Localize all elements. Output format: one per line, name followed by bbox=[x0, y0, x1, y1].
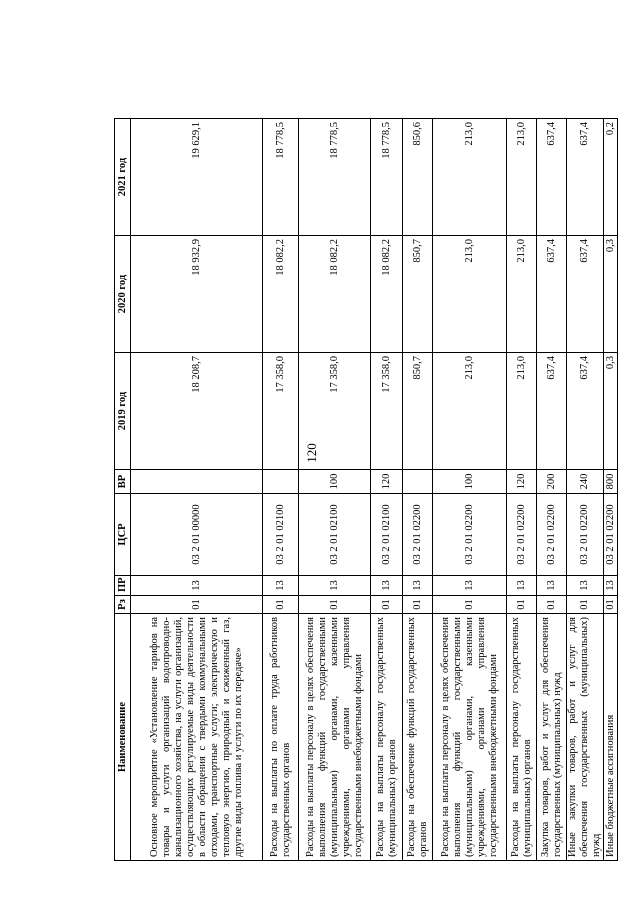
header-csr: ЦСР bbox=[115, 494, 131, 576]
row-pr: 13 bbox=[299, 576, 371, 596]
row-csr: 03 2 01 02200 bbox=[507, 494, 537, 576]
row-vr: 100 bbox=[433, 470, 507, 494]
table-row bbox=[567, 119, 604, 861]
row-2021: 637,4 bbox=[537, 119, 567, 236]
row-pr: 13 bbox=[263, 576, 299, 596]
header-2019: 2019 год bbox=[115, 353, 131, 470]
header-2021: 2021 год bbox=[115, 119, 131, 236]
row-2021: 19 629,1 bbox=[131, 119, 263, 236]
budget-table bbox=[114, 118, 618, 861]
row-2019: 637,4 bbox=[567, 353, 604, 470]
row-rz: 01 bbox=[263, 596, 299, 614]
row-vr bbox=[263, 470, 299, 494]
row-csr: 03 2 01 02200 bbox=[604, 494, 618, 576]
table-row bbox=[604, 119, 618, 861]
table-row bbox=[131, 119, 263, 861]
row-2020: 0,3 bbox=[604, 236, 618, 353]
row-pr: 13 bbox=[507, 576, 537, 596]
row-pr: 13 bbox=[131, 576, 263, 596]
row-2019: 17 358,0 bbox=[263, 353, 299, 470]
row-csr: 03 2 01 02200 bbox=[403, 494, 433, 576]
row-2019: 213,0 bbox=[433, 353, 507, 470]
row-pr: 13 bbox=[604, 576, 618, 596]
row-2021: 213,0 bbox=[507, 119, 537, 236]
header-name: Наименование bbox=[115, 614, 131, 861]
row-vr bbox=[131, 470, 263, 494]
row-2019: 17 358,0 bbox=[371, 353, 403, 470]
row-csr: 03 2 01 02100 bbox=[299, 494, 371, 576]
row-vr: 120 bbox=[507, 470, 537, 494]
row-2020: 213,0 bbox=[507, 236, 537, 353]
table-header-row bbox=[115, 119, 131, 861]
header-pr: ПР bbox=[115, 576, 131, 596]
row-pr: 13 bbox=[537, 576, 567, 596]
row-2020: 637,4 bbox=[537, 236, 567, 353]
row-csr: 03 2 01 02200 bbox=[537, 494, 567, 576]
row-2021: 0,2 bbox=[604, 119, 618, 236]
row-rz: 01 bbox=[507, 596, 537, 614]
row-rz: 01 bbox=[604, 596, 618, 614]
header-rz: Рз bbox=[115, 596, 131, 614]
row-2020: 18 932,9 bbox=[131, 236, 263, 353]
row-2019: 0,3 bbox=[604, 353, 618, 470]
row-2021: 850,6 bbox=[403, 119, 433, 236]
table-row bbox=[299, 119, 371, 861]
row-2019: 850,7 bbox=[403, 353, 433, 470]
row-vr: 800 bbox=[604, 470, 618, 494]
row-name: Расходы на обеспечение функций государственных органов bbox=[403, 614, 433, 861]
row-2021: 18 778,5 bbox=[263, 119, 299, 236]
header-2020: 2020 год bbox=[115, 236, 131, 353]
row-csr: 03 2 01 00000 bbox=[131, 494, 263, 576]
table-row bbox=[507, 119, 537, 861]
table-row bbox=[403, 119, 433, 861]
page-number: 120 bbox=[304, 443, 319, 463]
row-2019: 637,4 bbox=[537, 353, 567, 470]
header-vr: ВР bbox=[115, 470, 131, 494]
row-2021: 18 778,5 bbox=[371, 119, 403, 236]
row-2020: 850,7 bbox=[403, 236, 433, 353]
row-name: Иные бюджетные ассигнования bbox=[604, 614, 618, 861]
row-name: Закупка товаров, работ и услуг для обеспечения государственных (муниципальных) нужд bbox=[537, 614, 567, 861]
row-csr: 03 2 01 02100 bbox=[263, 494, 299, 576]
row-pr: 13 bbox=[433, 576, 507, 596]
row-2020: 637,4 bbox=[567, 236, 604, 353]
row-rz: 01 bbox=[567, 596, 604, 614]
row-2019: 213,0 bbox=[507, 353, 537, 470]
row-rz: 01 bbox=[131, 596, 263, 614]
row-name: Расходы на выплаты персоналу в целях обеспечения выполнения функций государственными (муниципальными) органами, казенными учреждениями, органами управления государственными внебюджетными фондами bbox=[433, 614, 507, 861]
row-vr: 120 bbox=[371, 470, 403, 494]
table-row bbox=[263, 119, 299, 861]
row-2021: 637,4 bbox=[567, 119, 604, 236]
row-pr: 13 bbox=[567, 576, 604, 596]
row-name: Расходы на выплаты по оплате труда работников государственных органов bbox=[263, 614, 299, 861]
row-2020: 18 082,2 bbox=[371, 236, 403, 353]
row-vr bbox=[403, 470, 433, 494]
row-name: Расходы на выплаты персоналу в целях обеспечения выполнения функций государственными (муниципальными) органами, казенными учреждениями, органами управления государственными внебюджетными фондами bbox=[299, 614, 371, 861]
row-name: Расходы на выплаты персоналу государственных (муниципальных) органов bbox=[371, 614, 403, 861]
row-name: Расходы на выплаты персоналу государственных (муниципальных) органов bbox=[507, 614, 537, 861]
rotated-table-container bbox=[114, 119, 616, 861]
row-vr: 100 bbox=[299, 470, 371, 494]
row-name: Иные закупки товаров, работ и услуг для обеспечения государственных (муниципальных) нужд bbox=[567, 614, 604, 861]
row-pr: 13 bbox=[371, 576, 403, 596]
row-pr: 13 bbox=[403, 576, 433, 596]
row-csr: 03 2 01 02200 bbox=[433, 494, 507, 576]
table-row bbox=[371, 119, 403, 861]
row-2020: 18 082,2 bbox=[263, 236, 299, 353]
row-csr: 03 2 01 02200 bbox=[567, 494, 604, 576]
row-name: Основное мероприятие «Установление тарифов на товары и услуги организаций водопроводно-канализационного хозяйства, на услуги организаций, осуществляющих регулируемые виды деятельности в области обращения с твердыми коммунальными отходами, транспортные услуги; электрическую и тепловую энергию, природный и сжиженный газ, другие виды топлива и услуги по их передаче» bbox=[131, 614, 263, 861]
row-2021: 213,0 bbox=[433, 119, 507, 236]
row-rz: 01 bbox=[371, 596, 403, 614]
row-2019: 18 208,7 bbox=[131, 353, 263, 470]
row-2020: 213,0 bbox=[433, 236, 507, 353]
row-csr: 03 2 01 02100 bbox=[371, 494, 403, 576]
row-rz: 01 bbox=[403, 596, 433, 614]
row-rz: 01 bbox=[537, 596, 567, 614]
row-2021: 18 778,5 bbox=[299, 119, 371, 236]
row-vr: 200 bbox=[537, 470, 567, 494]
row-rz: 01 bbox=[433, 596, 507, 614]
table-row bbox=[537, 119, 567, 861]
row-rz: 01 bbox=[299, 596, 371, 614]
row-vr: 240 bbox=[567, 470, 604, 494]
row-2020: 18 082,2 bbox=[299, 236, 371, 353]
row-2019: 17 358,0 bbox=[299, 353, 371, 470]
table-row bbox=[433, 119, 507, 861]
